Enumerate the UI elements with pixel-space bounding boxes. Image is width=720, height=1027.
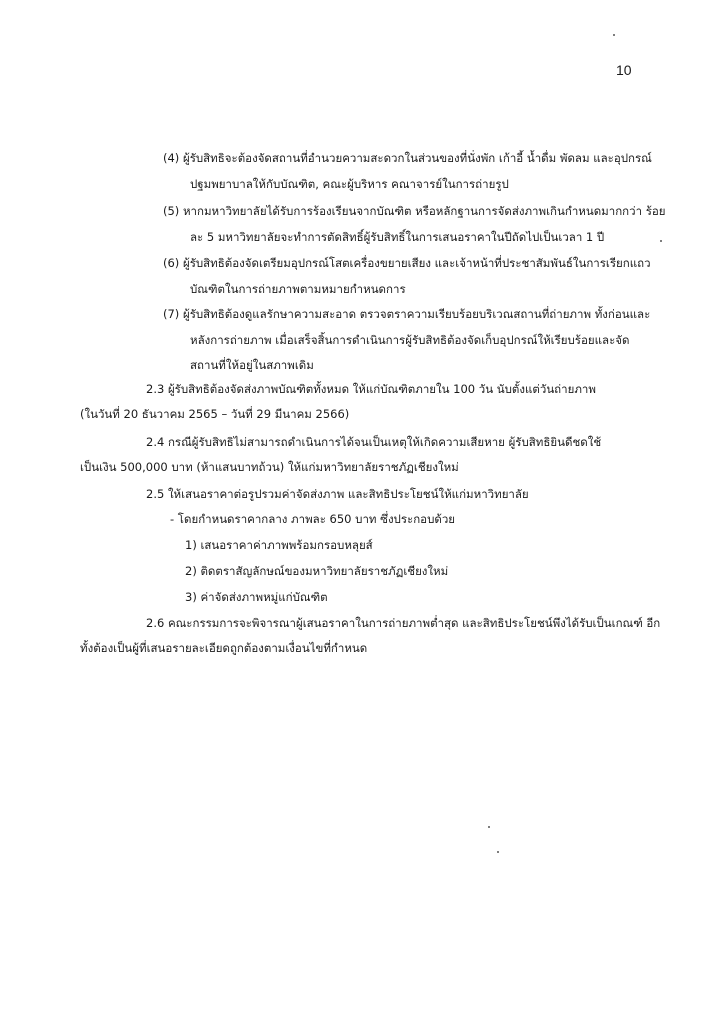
section-2-5-sub: - โดยกำหนดราคากลาง ภาพละ 650 บาท ซึ่งประกอบด้วย bbox=[170, 512, 456, 526]
section-2-5: 2.5 ให้เสนอราคาต่อรูปรวมค่าจัดส่งภาพ และสิทธิประโยชน์ให้แก่มหาวิทยาลัย bbox=[146, 487, 529, 501]
list-item-4 bbox=[163, 150, 652, 166]
scan-speck bbox=[488, 826, 490, 828]
item-text: ผู้รับสิทธิต้องจัดเตรียมอุปกรณ์โสตเครื่องขยายเสียง และเจ้าหน้าที่ประชาสัมพันธ์ในการเรียกแถว bbox=[182, 256, 651, 270]
item-number: (6) bbox=[163, 256, 180, 270]
item-text: ผู้รับสิทธิจะต้องจัดสถานที่อำนวยความสะดวกในส่วนของที่นั่งพัก เก้าอี้ น้ำดื่ม พัดลม และอุปกรณ์ bbox=[182, 151, 652, 165]
item-text: ปฐมพยาบาลให้กับบัณฑิต, คณะผู้บริหาร คณาจารย์ในการถ่ายรูป bbox=[190, 177, 509, 191]
item-text: สถานที่ให้อยู่ในสภาพเดิม bbox=[190, 358, 314, 372]
list-item-5 bbox=[163, 203, 666, 219]
scan-speck bbox=[613, 34, 615, 36]
section-2-3: 2.3 ผู้รับสิทธิต้องจัดส่งภาพบัณฑิตทั้งหมด ให้แก่บัณฑิตภายใน 100 วัน นับตั้งแต่วันถ่ายภาพ bbox=[146, 382, 596, 396]
item-text: ละ 5 มหาวิทยาลัยจะทำการตัดสิทธิ์ผู้รับสิทธิ์ในการเสนอราคาในปีถัดไปเป็นเวลา 1 ปี bbox=[190, 230, 605, 244]
section-2-6-cont: ทั้งต้องเป็นผู้ที่เสนอรายละเอียดถูกต้องตามเงื่อนไขที่กำหนด bbox=[80, 641, 368, 655]
item-text: หากมหาวิทยาลัยได้รับการร้องเรียนจากบัณฑิต หรือหลักฐานการจัดส่งภาพเกินกำหนดมากกว่า ร้อย bbox=[182, 204, 666, 218]
item-number: (5) bbox=[163, 204, 180, 218]
item-number: (4) bbox=[163, 151, 180, 165]
scan-speck bbox=[497, 851, 499, 853]
section-2-4: 2.4 กรณีผู้รับสิทธิไม่สามารถดำเนินการได้จนเป็นเหตุให้เกิดความเสียหาย ผู้รับสิทธิยินดีชดใช้ bbox=[146, 435, 602, 449]
section-2-5-item-1: 1) เสนอราคาค่าภาพพร้อมกรอบหลุยส์ bbox=[185, 538, 373, 552]
list-item-6 bbox=[163, 255, 651, 271]
item-text: บัณฑิตในการถ่ายภาพตามหมายกำหนดการ bbox=[190, 282, 406, 296]
item-text: ผู้รับสิทธิต้องดูแลรักษาความสะอาด ตรวจตราความเรียบร้อยบริเวณสถานที่ถ่ายภาพ ทั้งก่อนและ bbox=[182, 307, 651, 321]
list-item-5-cont bbox=[190, 229, 604, 245]
list-item-6-cont bbox=[190, 281, 406, 297]
section-2-4-cont: เป็นเงิน 500,000 บาท (ห้าแสนบาทถ้วน) ให้แก่มหาวิทยาลัยราชภัฏเชียงใหม่ bbox=[80, 460, 459, 474]
list-item-7 bbox=[163, 306, 650, 322]
item-text: หลังการถ่ายภาพ เมื่อเสร็จสิ้นการดำเนินการผู้รับสิทธิต้องจัดเก็บอุปกรณ์ให้เรียบร้อยและจัด bbox=[190, 333, 630, 347]
list-item-7-cont bbox=[190, 332, 629, 348]
item-number: (7) bbox=[163, 307, 180, 321]
page-number: 10 bbox=[616, 62, 632, 78]
list-item-4-cont bbox=[190, 176, 509, 192]
section-2-3-cont: (ในวันที่ 20 ธันวาคม 2565 – วันที่ 29 มีนาคม 2566) bbox=[80, 407, 350, 421]
scan-speck bbox=[660, 240, 662, 242]
section-2-5-item-3: 3) ค่าจัดส่งภาพหมู่แก่บัณฑิต bbox=[185, 590, 328, 604]
section-2-5-item-2: 2) ติดตราสัญลักษณ์ของมหาวิทยาลัยราชภัฏเชียงใหม่ bbox=[185, 564, 449, 578]
list-item-7-cont2 bbox=[190, 357, 314, 373]
section-2-6: 2.6 คณะกรรมการจะพิจารณาผู้เสนอราคาในการถ่ายภาพต่ำสุด และสิทธิประโยชน์พึงได้รับเป็นเกณฑ์ อีก bbox=[146, 616, 661, 630]
